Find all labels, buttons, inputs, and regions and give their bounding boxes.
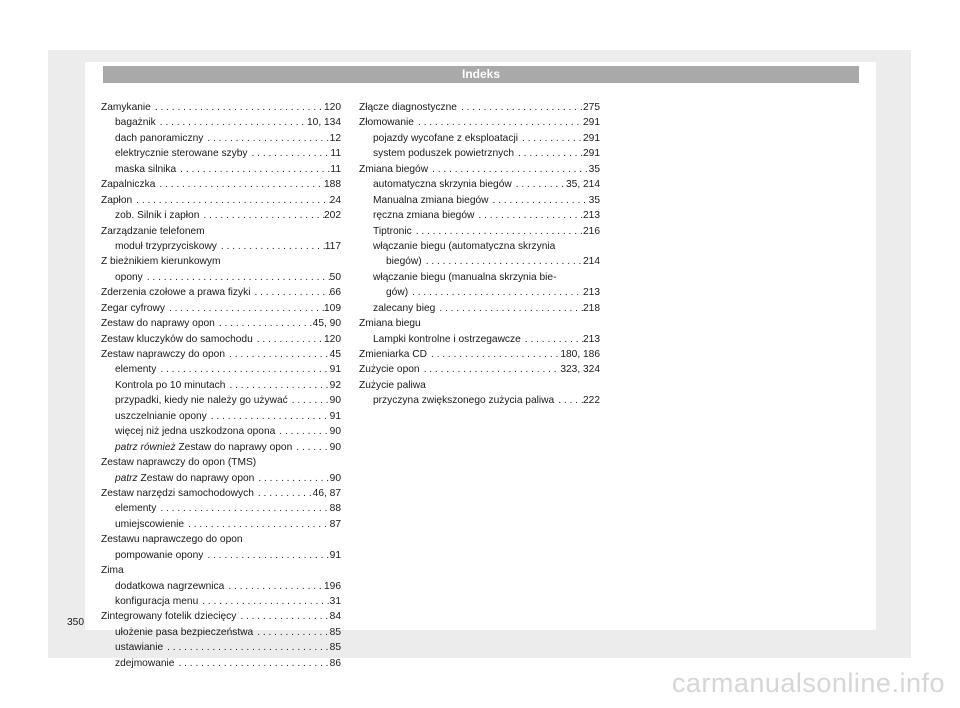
index-term-text: włączanie biegu (manualna skrzynia bie- — [373, 271, 557, 283]
index-page-ref: 92 — [329, 379, 341, 391]
dot-leader — [215, 316, 313, 331]
index-entry — [101, 224, 341, 239]
index-term-text: przypadki, kiedy nie należy go używać — [115, 395, 288, 407]
index-entry — [359, 177, 600, 192]
index-header-title: Indeks — [461, 67, 500, 81]
index-term-text: Złącze diagnostyczne — [359, 102, 457, 113]
index-term-text: zdejmowanie — [115, 657, 175, 669]
index-term-text: Zmiana biegów — [359, 163, 429, 175]
dot-leader — [254, 471, 329, 486]
index-page-ref: 84 — [329, 611, 341, 623]
index-entry — [101, 609, 341, 624]
index-term-text: Zarządzanie telefonem — [101, 225, 205, 237]
index-page-ref: 90 — [329, 441, 341, 453]
index-term — [115, 501, 156, 516]
index-entry — [101, 100, 341, 115]
index-page-ref: 120 — [324, 333, 341, 345]
index-term — [115, 517, 184, 532]
dot-leader — [489, 193, 589, 208]
dot-leader — [184, 517, 330, 532]
dot-leader — [428, 162, 589, 177]
index-term-text: Zmieniarka CD — [359, 349, 427, 360]
dot-leader — [217, 239, 325, 254]
index-term-text: Zintegrowany fotelik dziecięcy — [101, 611, 237, 623]
index-entry — [101, 254, 341, 269]
index-page-ref: 196 — [324, 580, 341, 592]
index-term — [373, 146, 514, 161]
watermark: carmanualsonline.info — [671, 668, 945, 698]
index-entry — [359, 254, 600, 269]
index-term — [373, 270, 556, 285]
index-term-text: zalecany bieg — [373, 302, 436, 314]
index-term-text: Złomowanie — [359, 117, 414, 129]
index-term — [359, 316, 421, 331]
index-term — [115, 579, 224, 594]
dot-leader — [408, 285, 583, 300]
index-term-text: Manualna zmiana biegów — [373, 194, 489, 206]
index-term-text: automatyczna skrzynia biegów — [373, 179, 512, 191]
index-page-ref: 24 — [329, 194, 341, 206]
index-entry — [101, 193, 341, 208]
index-term-text: Zima — [101, 565, 124, 577]
index-page-ref: 222 — [583, 395, 600, 407]
index-term-text: Kontrola po 10 minutach — [115, 379, 226, 391]
dot-leader — [176, 162, 330, 177]
index-entry — [359, 270, 600, 285]
dot-leader — [203, 131, 329, 146]
index-term — [101, 563, 124, 578]
index-term — [373, 193, 489, 208]
index-term-text: moduł trzyprzyciskowy — [115, 240, 217, 252]
index-term — [101, 100, 151, 115]
index-term — [115, 440, 292, 455]
index-entry — [359, 115, 600, 130]
index-page-ref: 91 — [329, 549, 341, 561]
index-term — [359, 100, 457, 115]
index-entry — [359, 332, 600, 347]
index-page-ref: 50 — [329, 271, 341, 283]
index-term — [115, 409, 207, 424]
index-page-ref: 35, 214 — [566, 179, 600, 191]
index-term — [115, 239, 217, 254]
index-page-ref: 180, 186 — [560, 349, 600, 360]
dot-leader — [414, 115, 583, 130]
index-header-bar — [103, 66, 859, 83]
index-page-ref: 91 — [329, 410, 341, 422]
index-page-ref: 11 — [330, 163, 341, 175]
index-term-text: pojazdy wycofane z eksploatacji — [373, 132, 518, 144]
index-term — [115, 393, 288, 408]
index-page-ref: 214 — [583, 256, 600, 268]
index-entry — [101, 146, 341, 161]
index-page-ref: 291 — [583, 148, 600, 160]
index-term-text: Zegar cyfrowy — [101, 302, 165, 314]
index-page-ref: 213 — [583, 333, 600, 345]
dot-leader — [435, 301, 583, 316]
index-page-ref: 85 — [329, 642, 341, 654]
index-term-text: Zderzenia czołowe a prawa fizyki — [101, 287, 251, 299]
dot-leader — [474, 208, 583, 223]
index-term-text: maska silnika — [115, 163, 177, 175]
index-term-text: Lampki kontrolne i ostrzegawcze — [373, 333, 521, 345]
dot-leader — [236, 609, 329, 624]
index-term-text: ręczna zmiana biegów — [373, 210, 475, 222]
index-entry — [101, 301, 341, 316]
dot-leader — [143, 270, 330, 285]
dot-leader — [203, 548, 329, 563]
index-entry — [101, 424, 341, 439]
index-term — [359, 115, 414, 130]
index-term — [359, 162, 428, 177]
index-entry — [359, 239, 600, 254]
index-term — [373, 332, 521, 347]
dot-leader — [248, 146, 331, 161]
dot-leader — [412, 224, 583, 239]
index-entry — [101, 532, 341, 547]
index-entry — [359, 301, 600, 316]
dot-leader — [288, 393, 330, 408]
index-page-ref: 86 — [329, 657, 341, 669]
index-entry — [359, 193, 600, 208]
index-page-ref: 45, 90 — [312, 318, 341, 330]
index-page-ref: 10, 134 — [307, 117, 341, 129]
index-term — [359, 378, 426, 393]
index-page-ref: 45 — [329, 349, 341, 360]
index-entry — [101, 455, 341, 470]
index-page-ref: 66 — [329, 287, 341, 299]
dot-leader — [165, 301, 324, 316]
index-page-ref: 275 — [583, 102, 600, 113]
index-page-ref: 218 — [583, 302, 600, 314]
index-page-ref: 216 — [583, 225, 600, 237]
index-term-text: Zestaw kluczyków do samochodu — [101, 333, 253, 345]
index-term-text: Zestaw naprawczy do opon — [101, 349, 226, 360]
index-term — [386, 254, 422, 269]
index-term — [359, 347, 427, 362]
index-term-text: Zużycie opon — [359, 364, 420, 376]
dot-leader — [198, 594, 329, 609]
index-term-text: dodatkowa nagrzewnica — [115, 580, 225, 592]
index-entry — [101, 440, 341, 455]
index-page-ref: 213 — [583, 287, 600, 299]
dot-leader — [554, 393, 583, 408]
index-page-ref: 109 — [324, 302, 341, 314]
index-page-ref: 291 — [583, 117, 600, 129]
index-entry — [101, 270, 341, 285]
index-entry — [359, 347, 600, 362]
index-term-text: Zestaw do naprawy opon — [178, 441, 293, 453]
index-term-text: umiejscowienie — [115, 518, 185, 530]
index-entry — [101, 177, 341, 192]
dot-leader — [156, 115, 307, 130]
index-page-ref: 117 — [324, 240, 341, 252]
index-term-text: dach panoramiczny — [115, 132, 204, 144]
index-term — [373, 131, 518, 146]
index-term — [373, 224, 412, 239]
index-entry — [101, 208, 341, 223]
index-entry — [359, 224, 600, 239]
dot-leader — [225, 347, 330, 362]
dot-leader — [224, 579, 324, 594]
index-entry — [359, 393, 600, 408]
dot-leader — [253, 332, 324, 347]
index-term-text: Zestaw narzędzi samochodowych — [101, 487, 254, 499]
index-term-text: elementy — [115, 503, 157, 515]
index-term-text: Zestaw do naprawy opon — [101, 318, 215, 330]
index-column-left — [101, 100, 341, 671]
dot-leader — [422, 254, 583, 269]
index-entry — [101, 239, 341, 254]
index-entry — [101, 316, 341, 331]
index-term-text: więcej niż jedna uszkodzona opona — [115, 426, 276, 438]
page-number: 350 — [67, 617, 84, 628]
index-term — [115, 362, 156, 377]
index-term — [386, 285, 408, 300]
index-term-text: Z bieżnikiem kierunkowym — [101, 256, 221, 268]
index-entry — [359, 208, 600, 223]
index-entry — [101, 115, 341, 130]
index-term-text: zob. Silnik i zapłon — [115, 210, 200, 222]
index-page-ref: 87 — [329, 518, 341, 530]
index-term — [115, 548, 203, 563]
index-term-text: system poduszek powietrznych — [373, 148, 514, 160]
index-term — [373, 208, 474, 223]
index-term — [101, 254, 220, 269]
dot-leader — [518, 131, 583, 146]
dot-leader — [292, 440, 329, 455]
index-entry — [359, 362, 600, 377]
index-term — [115, 162, 176, 177]
index-term — [359, 362, 420, 377]
dot-leader — [250, 285, 329, 300]
index-entry — [101, 517, 341, 532]
index-term — [373, 393, 554, 408]
index-entry — [101, 332, 341, 347]
index-page-ref: 88 — [329, 503, 341, 515]
index-entry — [101, 563, 341, 578]
index-term-text: elementy — [115, 364, 157, 376]
index-term-text: konfiguracja menu — [115, 596, 199, 607]
index-term-text: przyczyna zwiększonego zużycia paliwa — [373, 395, 555, 407]
index-term-text: Zamykanie — [101, 102, 151, 113]
dot-leader — [225, 378, 329, 393]
index-page-ref: 202 — [324, 210, 341, 222]
index-entry — [101, 393, 341, 408]
index-term — [115, 208, 199, 223]
dot-leader — [132, 193, 330, 208]
dot-leader — [151, 100, 324, 115]
index-entry — [101, 131, 341, 146]
index-term — [101, 332, 253, 347]
dot-leader — [420, 362, 561, 377]
index-term — [373, 239, 555, 254]
dot-leader — [199, 208, 324, 223]
index-term — [101, 193, 132, 208]
dot-leader — [514, 146, 583, 161]
index-term — [115, 625, 253, 640]
dot-leader — [427, 347, 560, 362]
index-term — [115, 594, 198, 609]
index-term — [101, 532, 243, 547]
index-page-ref: 35 — [588, 194, 600, 206]
dot-leader — [163, 640, 330, 655]
index-term — [115, 131, 203, 146]
index-term-text: ułożenie pasa bezpieczeństwa — [115, 626, 254, 638]
index-entry — [101, 579, 341, 594]
index-term — [115, 424, 275, 439]
index-entry — [359, 378, 600, 393]
dot-leader — [254, 486, 313, 501]
index-entry — [101, 471, 341, 486]
index-column-right — [359, 100, 600, 409]
index-page-ref: 85 — [329, 626, 341, 638]
index-term — [101, 301, 165, 316]
index-term-text: Zapłon — [101, 194, 133, 206]
index-term-text: opony — [115, 271, 143, 283]
dot-leader — [156, 501, 329, 516]
index-page-ref: 91 — [329, 364, 341, 376]
index-term-text: Tiptronic — [373, 225, 412, 237]
index-entry — [359, 146, 600, 161]
index-page-ref: 188 — [324, 179, 341, 191]
index-term-text: Zapalniczka — [101, 179, 156, 191]
index-entry — [359, 285, 600, 300]
index-term — [115, 270, 143, 285]
dot-leader — [457, 100, 583, 115]
index-page-ref: 90 — [329, 426, 341, 438]
index-term-text: pompowanie opony — [115, 549, 204, 561]
index-entry — [101, 362, 341, 377]
index-entry — [359, 131, 600, 146]
index-entry — [101, 285, 341, 300]
index-term — [101, 486, 254, 501]
index-term-text: Zestaw do naprawy opon — [140, 472, 255, 484]
index-page-ref: 90 — [329, 472, 341, 484]
index-page-ref: 120 — [324, 102, 341, 113]
index-entry — [101, 501, 341, 516]
index-term — [101, 347, 225, 362]
index-entry — [101, 378, 341, 393]
index-page-ref: 35 — [588, 163, 600, 175]
index-entry — [101, 594, 341, 609]
dot-leader — [156, 362, 329, 377]
index-term — [101, 177, 155, 192]
index-entry — [101, 640, 341, 655]
index-page-ref: 323, 324 — [560, 364, 600, 376]
dot-leader — [512, 177, 566, 192]
index-entry — [101, 548, 341, 563]
dot-leader — [207, 409, 330, 424]
index-entry — [101, 409, 341, 424]
dot-leader — [275, 424, 329, 439]
index-entry — [359, 100, 600, 115]
index-term-text: uszczelnianie opony — [115, 410, 207, 422]
index-term — [115, 471, 254, 486]
index-page-ref: 12 — [329, 132, 341, 144]
index-term — [373, 177, 512, 192]
dot-leader — [155, 177, 324, 192]
index-entry — [101, 162, 341, 177]
index-term — [373, 301, 435, 316]
dot-leader — [253, 625, 329, 640]
index-term-text: Zestawu naprawczego do opon — [101, 534, 243, 546]
dot-leader — [521, 332, 583, 347]
index-term-prefix: patrz również — [115, 441, 176, 453]
index-term — [115, 115, 156, 130]
index-term — [101, 285, 250, 300]
index-term — [101, 455, 256, 470]
index-term-text: Zestaw naprawczy do opon (TMS) — [101, 457, 257, 469]
index-page-ref: 31 — [329, 596, 341, 607]
index-term-text: biegów) — [386, 256, 422, 268]
index-term — [101, 224, 205, 239]
index-page-ref: 11 — [330, 148, 341, 160]
index-entry — [101, 486, 341, 501]
index-term — [115, 146, 248, 161]
index-page-ref: 213 — [583, 210, 600, 222]
index-term — [115, 640, 163, 655]
index-term-text: elektrycznie sterowane szyby — [115, 148, 248, 160]
index-term-text: włączanie biegu (automatyczna skrzynia — [373, 240, 556, 252]
index-page-ref: 90 — [329, 395, 341, 407]
index-term — [101, 316, 215, 331]
index-entry — [101, 625, 341, 640]
index-term-text: Zmiana biegu — [359, 318, 421, 330]
index-page-ref: 46, 87 — [312, 487, 341, 499]
index-entry — [359, 162, 600, 177]
index-term-text: bagażnik — [115, 117, 156, 129]
index-term — [115, 378, 225, 393]
index-term-text: Zużycie paliwa — [359, 379, 426, 391]
index-entry — [101, 347, 341, 362]
index-page-ref: 291 — [583, 132, 600, 144]
index-term-prefix: patrz — [115, 472, 138, 484]
index-term-text: gów) — [386, 287, 409, 299]
index-term-text: ustawianie — [115, 642, 164, 654]
index-term — [101, 609, 236, 624]
index-entry — [359, 316, 600, 331]
